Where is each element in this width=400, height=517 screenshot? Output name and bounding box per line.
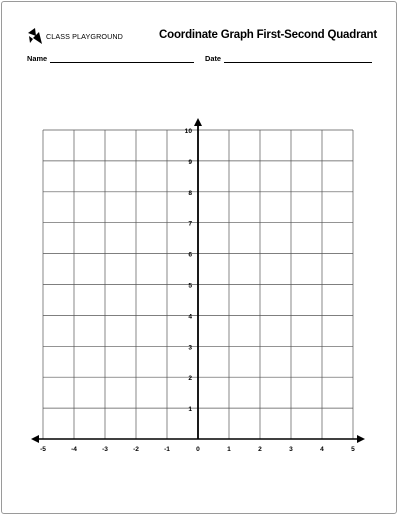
- brand-name: CLASS PLAYGROUND: [46, 31, 123, 41]
- y-tick-label: 10: [184, 128, 192, 135]
- x-tick-label: 5: [351, 446, 355, 453]
- x-tick-label: 1: [227, 446, 231, 453]
- x-tick-label: 2: [258, 446, 262, 453]
- x-tick-label: 4: [320, 446, 324, 453]
- y-tick-label: 7: [188, 220, 192, 228]
- page-title: Coordinate Graph First-Second Quadrant: [159, 29, 377, 41]
- y-tick-label: 8: [188, 189, 192, 197]
- x-tick-label: 0: [196, 446, 200, 453]
- y-tick-label: 2: [188, 375, 192, 383]
- y-tick-label: 6: [188, 251, 192, 259]
- x-tick-label: -3: [102, 446, 108, 453]
- y-tick-label: 1: [188, 406, 192, 414]
- y-tick-label: 4: [188, 313, 192, 321]
- x-tick-label: -5: [40, 446, 46, 453]
- y-tick-label: 9: [188, 158, 192, 166]
- y-tick-label: 5: [188, 282, 192, 290]
- axes: [31, 118, 365, 443]
- x-tick-label: -2: [133, 446, 139, 453]
- x-axis-right-arrow-icon: [357, 435, 365, 443]
- x-tick-label: -4: [71, 446, 77, 453]
- x-tick-label: 3: [289, 446, 293, 453]
- x-axis-left-arrow-icon: [31, 435, 39, 443]
- name-label: Name: [27, 54, 48, 63]
- x-tick-label: -1: [164, 446, 170, 453]
- y-axis-up-arrow-icon: [194, 118, 202, 126]
- date-label: Date: [205, 54, 222, 63]
- y-tick-label: 3: [188, 344, 192, 352]
